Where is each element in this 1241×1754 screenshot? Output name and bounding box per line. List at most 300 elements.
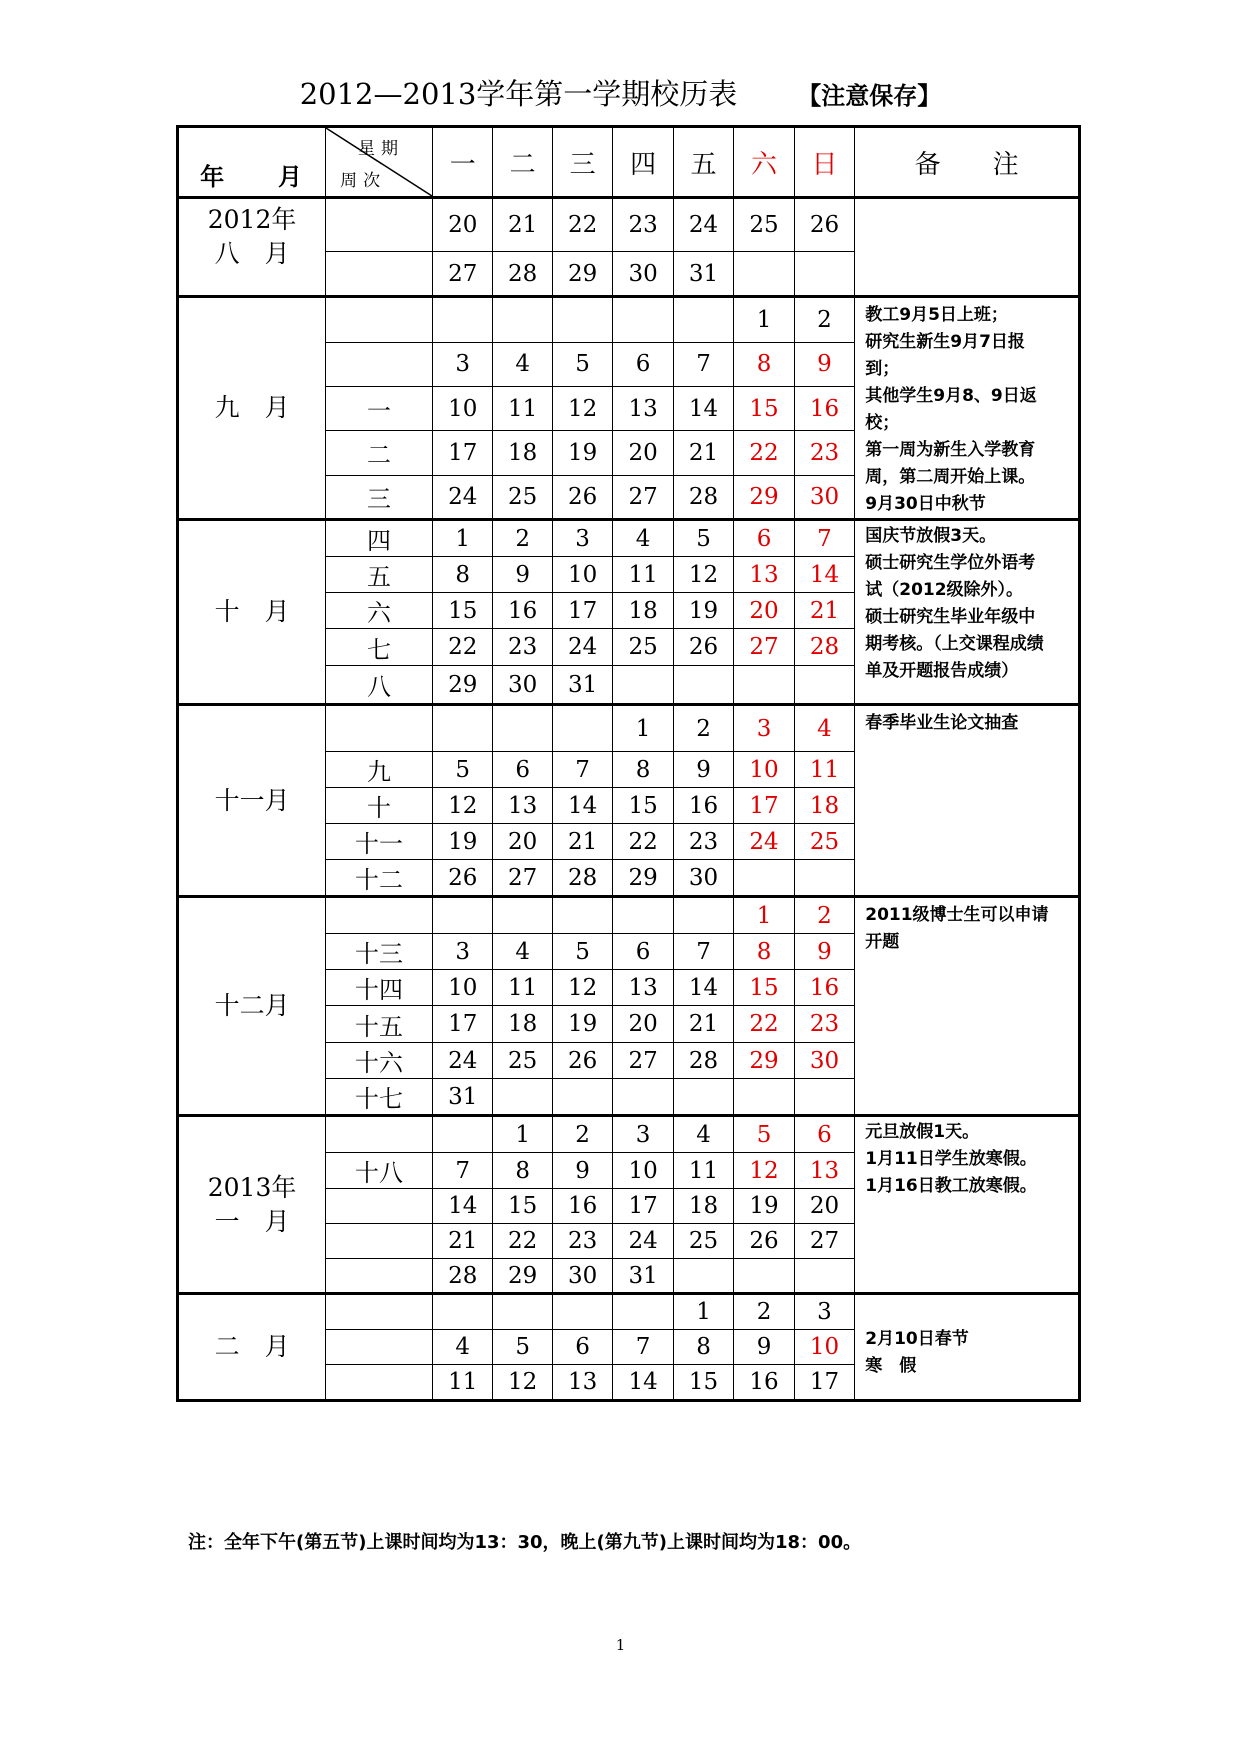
- day-cell: 25: [613, 629, 673, 666]
- week-number: 十八: [326, 1153, 433, 1189]
- day-cell: 11: [493, 386, 552, 430]
- day-cell: 3: [432, 342, 492, 386]
- remark-line: 寒 假: [865, 1356, 917, 1376]
- week-row: [178, 1294, 1080, 1330]
- week-number: 十四: [326, 970, 433, 1006]
- day-cell: 20: [613, 1006, 673, 1043]
- day-cell: 15: [432, 593, 492, 629]
- day-cell: 7: [673, 342, 733, 386]
- day-cell: 25: [493, 475, 552, 519]
- day-cell: 8: [734, 934, 794, 970]
- day-cell: 14: [552, 788, 612, 824]
- week-number: 十六: [326, 1043, 433, 1079]
- remark-line: 硕士研究生学位外语考: [865, 553, 1036, 573]
- day-cell: 10: [613, 1153, 673, 1189]
- day-cell: 31: [673, 252, 733, 297]
- day-cell: 10: [552, 557, 612, 593]
- title-row: [0, 72, 1241, 113]
- day-cell: 3: [734, 705, 794, 752]
- day-cell: [673, 297, 733, 343]
- day-cell: 18: [493, 1006, 552, 1043]
- day-cell: 30: [673, 860, 733, 897]
- day-cell: 17: [794, 1365, 854, 1401]
- day-header-thu: 四: [613, 127, 673, 198]
- day-cell: 14: [673, 386, 733, 430]
- page-number: 1: [615, 1636, 626, 1654]
- week-number: 一: [326, 386, 433, 430]
- remark-line: 其他学生9月8、9日返: [865, 386, 1037, 406]
- day-cell: 2: [552, 1116, 612, 1153]
- week-number: 十七: [326, 1079, 433, 1116]
- day-cell: 9: [673, 752, 733, 788]
- day-cell: [613, 297, 673, 343]
- day-cell: 20: [734, 593, 794, 629]
- month-label: 2013年 一 月: [178, 1116, 326, 1294]
- day-header-sun: 日: [794, 127, 854, 198]
- week-number: 八: [326, 666, 433, 705]
- week-row: [178, 198, 1080, 252]
- remark-cell: [855, 198, 1080, 297]
- day-cell: 15: [734, 970, 794, 1006]
- day-cell: [734, 860, 794, 897]
- remark-line: 元旦放假1天。: [865, 1122, 980, 1142]
- day-cell: 28: [794, 629, 854, 666]
- day-cell: 20: [613, 431, 673, 475]
- day-cell: 14: [613, 1365, 673, 1401]
- day-cell: 21: [673, 431, 733, 475]
- month-label: 2012年 八 月: [178, 198, 326, 297]
- day-cell: 8: [734, 342, 794, 386]
- day-cell: 13: [613, 970, 673, 1006]
- week-number: 七: [326, 629, 433, 666]
- week-number: 四: [326, 520, 433, 557]
- day-cell: 22: [493, 1224, 552, 1259]
- week-number: 十五: [326, 1006, 433, 1043]
- day-cell: [493, 297, 552, 343]
- day-header-fri: 五: [673, 127, 733, 198]
- day-header-tue: 二: [493, 127, 552, 198]
- day-cell: 14: [673, 970, 733, 1006]
- month-label: 十 月: [178, 520, 326, 705]
- day-cell: 18: [794, 788, 854, 824]
- remark-line: 单及开题报告成绩）: [865, 661, 1019, 681]
- week-number: [326, 1189, 433, 1224]
- day-cell: 15: [493, 1189, 552, 1224]
- day-cell: 8: [613, 752, 673, 788]
- remark-line: 期考核。（上交课程成绩: [865, 634, 1044, 654]
- week-row: [178, 1116, 1080, 1153]
- day-cell: 7: [613, 1330, 673, 1365]
- day-cell: 17: [432, 1006, 492, 1043]
- day-cell: 29: [432, 666, 492, 705]
- day-cell: 6: [552, 1330, 612, 1365]
- day-cell: 6: [794, 1116, 854, 1153]
- save-note: 【注意保存】: [797, 82, 942, 110]
- day-cell: [552, 897, 612, 934]
- day-cell: 19: [432, 824, 492, 860]
- remark-line: 第一周为新生入学教育: [865, 440, 1036, 460]
- remark-line: 1月16日教工放寒假。: [865, 1176, 1037, 1196]
- day-cell: [734, 1259, 794, 1294]
- day-cell: [493, 897, 552, 934]
- day-cell: [493, 1294, 552, 1330]
- week-row: [178, 520, 1080, 557]
- day-cell: 11: [432, 1365, 492, 1401]
- day-cell: 10: [432, 386, 492, 430]
- week-number: [326, 1330, 433, 1365]
- day-cell: 22: [734, 431, 794, 475]
- remark-line: 到；: [865, 359, 900, 379]
- day-cell: 10: [432, 970, 492, 1006]
- day-cell: 9: [794, 934, 854, 970]
- day-cell: 18: [673, 1189, 733, 1224]
- calendar-body: [178, 198, 1080, 1401]
- day-header-mon: 一: [432, 127, 492, 198]
- day-cell: 13: [734, 557, 794, 593]
- day-cell: 18: [493, 431, 552, 475]
- day-cell: [493, 705, 552, 752]
- week-number: 十一: [326, 824, 433, 860]
- day-cell: 16: [794, 386, 854, 430]
- day-cell: 22: [613, 824, 673, 860]
- day-cell: 21: [552, 824, 612, 860]
- remark-line: 校；: [865, 413, 900, 433]
- remark-line: 硕士研究生毕业年级中: [865, 607, 1036, 627]
- day-cell: 4: [493, 342, 552, 386]
- day-cell: 1: [613, 705, 673, 752]
- day-cell: 8: [673, 1330, 733, 1365]
- day-cell: 28: [493, 252, 552, 297]
- day-cell: 27: [493, 860, 552, 897]
- day-cell: 2: [794, 897, 854, 934]
- day-cell: 12: [493, 1365, 552, 1401]
- remark-line: 研究生新生9月7日报: [865, 332, 1025, 352]
- day-header-sat: 六: [734, 127, 794, 198]
- week-number: 十三: [326, 934, 433, 970]
- day-cell: 25: [673, 1224, 733, 1259]
- day-cell: 24: [673, 198, 733, 252]
- day-cell: 13: [493, 788, 552, 824]
- day-cell: 17: [552, 593, 612, 629]
- day-cell: [613, 1294, 673, 1330]
- day-cell: 3: [432, 934, 492, 970]
- day-cell: [734, 666, 794, 705]
- day-cell: 9: [552, 1153, 612, 1189]
- day-cell: 14: [432, 1189, 492, 1224]
- day-cell: 1: [734, 897, 794, 934]
- day-cell: 17: [432, 431, 492, 475]
- day-cell: [673, 897, 733, 934]
- day-cell: [673, 1079, 733, 1116]
- day-cell: 26: [552, 475, 612, 519]
- day-cell: [552, 705, 612, 752]
- month-label: 二 月: [178, 1294, 326, 1401]
- day-cell: 3: [552, 520, 612, 557]
- week-row: [178, 705, 1080, 752]
- remark-line: 开题: [865, 932, 900, 952]
- day-cell: [432, 297, 492, 343]
- weekday-week-diagonal-header: [326, 127, 433, 198]
- day-cell: 7: [673, 934, 733, 970]
- day-header-wed: 三: [552, 127, 612, 198]
- day-cell: 27: [734, 629, 794, 666]
- day-cell: 15: [673, 1365, 733, 1401]
- day-cell: 5: [432, 752, 492, 788]
- remark-line: 国庆节放假3天。: [865, 526, 997, 546]
- day-cell: 12: [432, 788, 492, 824]
- day-cell: 25: [794, 824, 854, 860]
- day-cell: 13: [552, 1365, 612, 1401]
- day-cell: 8: [432, 557, 492, 593]
- day-cell: 14: [794, 557, 854, 593]
- remark-line: 周，第二周开始上课。: [865, 467, 1036, 487]
- day-cell: [552, 1294, 612, 1330]
- week-number: 二: [326, 431, 433, 475]
- day-cell: 6: [613, 342, 673, 386]
- remark-line: 春季毕业生论文抽查: [865, 713, 1019, 733]
- day-cell: 31: [552, 666, 612, 705]
- day-cell: 7: [794, 520, 854, 557]
- day-cell: 10: [794, 1330, 854, 1365]
- day-cell: [613, 897, 673, 934]
- week-number-label: 周次: [340, 171, 387, 191]
- day-cell: 27: [613, 1043, 673, 1079]
- day-cell: 6: [613, 934, 673, 970]
- day-cell: 21: [432, 1224, 492, 1259]
- week-number: 九: [326, 752, 433, 788]
- day-cell: 7: [552, 752, 612, 788]
- day-cell: [673, 1259, 733, 1294]
- day-cell: 30: [794, 1043, 854, 1079]
- day-cell: 20: [794, 1189, 854, 1224]
- day-cell: 4: [794, 705, 854, 752]
- day-cell: 16: [734, 1365, 794, 1401]
- week-number: 十: [326, 788, 433, 824]
- day-cell: 23: [552, 1224, 612, 1259]
- day-cell: [613, 666, 673, 705]
- day-cell: 15: [734, 386, 794, 430]
- day-cell: [552, 1079, 612, 1116]
- week-number: [326, 1116, 433, 1153]
- day-cell: 24: [552, 629, 612, 666]
- day-cell: 29: [493, 1259, 552, 1294]
- day-cell: 2: [493, 520, 552, 557]
- day-cell: 13: [613, 386, 673, 430]
- day-cell: 22: [432, 629, 492, 666]
- day-cell: 2: [734, 1294, 794, 1330]
- day-cell: [613, 1079, 673, 1116]
- day-cell: 23: [794, 431, 854, 475]
- remark-cell: [855, 1116, 1080, 1294]
- day-cell: 19: [673, 593, 733, 629]
- day-cell: 1: [493, 1116, 552, 1153]
- day-cell: 26: [432, 860, 492, 897]
- remark-line: 1月11日学生放寒假。: [865, 1149, 1037, 1169]
- month-label: 十二月: [178, 897, 326, 1116]
- week-number: 六: [326, 593, 433, 629]
- day-cell: 12: [552, 386, 612, 430]
- day-cell: [794, 1259, 854, 1294]
- day-cell: 11: [613, 557, 673, 593]
- day-cell: 19: [552, 1006, 612, 1043]
- day-cell: 4: [493, 934, 552, 970]
- day-cell: 11: [493, 970, 552, 1006]
- page-title: 2012—2013学年第一学期校历表: [299, 77, 738, 111]
- week-number: 三: [326, 475, 433, 519]
- day-cell: 24: [432, 1043, 492, 1079]
- day-cell: 6: [734, 520, 794, 557]
- day-cell: 30: [794, 475, 854, 519]
- day-cell: 16: [673, 788, 733, 824]
- day-cell: 27: [613, 475, 673, 519]
- remark-line: 教工9月5日上班；: [865, 305, 1008, 325]
- day-cell: 5: [552, 342, 612, 386]
- day-cell: 12: [552, 970, 612, 1006]
- day-cell: 4: [613, 520, 673, 557]
- remarks-header: 备 注: [855, 127, 1080, 198]
- day-cell: 27: [794, 1224, 854, 1259]
- day-cell: 1: [673, 1294, 733, 1330]
- week-row: [178, 897, 1080, 934]
- week-number: [326, 1224, 433, 1259]
- day-cell: 26: [552, 1043, 612, 1079]
- day-cell: [493, 1079, 552, 1116]
- day-cell: 24: [613, 1224, 673, 1259]
- day-cell: 5: [734, 1116, 794, 1153]
- day-cell: 30: [613, 252, 673, 297]
- week-number: [326, 897, 433, 934]
- week-row: [178, 297, 1080, 343]
- day-cell: 12: [673, 557, 733, 593]
- day-cell: 21: [493, 198, 552, 252]
- day-cell: 9: [794, 342, 854, 386]
- week-number: [326, 1259, 433, 1294]
- day-cell: 26: [794, 198, 854, 252]
- weekday-label: 星期: [357, 139, 404, 159]
- month-label: 九 月: [178, 297, 326, 520]
- day-cell: 27: [432, 252, 492, 297]
- day-cell: 19: [552, 431, 612, 475]
- day-cell: 24: [734, 824, 794, 860]
- month-label: 十一月: [178, 705, 326, 897]
- day-cell: 15: [613, 788, 673, 824]
- day-cell: 18: [613, 593, 673, 629]
- remark-cell: [855, 520, 1080, 705]
- day-cell: 16: [552, 1189, 612, 1224]
- week-number: [326, 1294, 433, 1330]
- day-cell: 2: [794, 297, 854, 343]
- remark-line: [865, 1299, 1072, 1326]
- day-cell: 25: [493, 1043, 552, 1079]
- day-cell: 21: [794, 593, 854, 629]
- remark-cell: [855, 297, 1080, 520]
- day-cell: 5: [493, 1330, 552, 1365]
- day-cell: 12: [734, 1153, 794, 1189]
- week-number: [326, 1365, 433, 1401]
- week-number: 十二: [326, 860, 433, 897]
- day-cell: 16: [493, 593, 552, 629]
- day-cell: 17: [734, 788, 794, 824]
- day-cell: 21: [673, 1006, 733, 1043]
- day-cell: 17: [613, 1189, 673, 1224]
- day-cell: 1: [432, 520, 492, 557]
- day-cell: [432, 1294, 492, 1330]
- day-cell: 28: [673, 475, 733, 519]
- day-cell: 3: [794, 1294, 854, 1330]
- day-cell: [794, 1079, 854, 1116]
- day-cell: 28: [673, 1043, 733, 1079]
- day-cell: 31: [432, 1079, 492, 1116]
- day-cell: 11: [794, 752, 854, 788]
- day-cell: 23: [493, 629, 552, 666]
- week-number: [326, 297, 433, 343]
- day-cell: 29: [734, 1043, 794, 1079]
- day-cell: 26: [673, 629, 733, 666]
- day-cell: [552, 297, 612, 343]
- header-row: [178, 127, 1080, 198]
- day-cell: 28: [552, 860, 612, 897]
- day-cell: [794, 252, 854, 297]
- day-cell: 30: [552, 1259, 612, 1294]
- day-cell: 6: [493, 752, 552, 788]
- day-cell: 23: [794, 1006, 854, 1043]
- day-cell: [794, 860, 854, 897]
- day-cell: 9: [734, 1330, 794, 1365]
- day-cell: [734, 1079, 794, 1116]
- day-cell: 25: [734, 198, 794, 252]
- day-cell: 1: [734, 297, 794, 343]
- remark-line: 试（2012级除外）。: [865, 580, 1024, 600]
- day-cell: 10: [734, 752, 794, 788]
- day-cell: 2: [673, 705, 733, 752]
- day-cell: 11: [673, 1153, 733, 1189]
- day-cell: 19: [734, 1189, 794, 1224]
- day-cell: [432, 897, 492, 934]
- day-cell: 29: [734, 475, 794, 519]
- day-cell: [673, 666, 733, 705]
- footnote: 注：全年下午(第五节)上课时间均为13：30，晚上(第九节)上课时间均为18：00。: [188, 1532, 862, 1553]
- remark-line: 9月30日中秋节: [865, 494, 986, 514]
- day-cell: 22: [734, 1006, 794, 1043]
- day-cell: 8: [493, 1153, 552, 1189]
- day-cell: 22: [552, 198, 612, 252]
- week-number: [326, 252, 433, 297]
- week-number: 五: [326, 557, 433, 593]
- day-cell: 5: [673, 520, 733, 557]
- day-cell: 23: [673, 824, 733, 860]
- day-cell: 26: [734, 1224, 794, 1259]
- day-cell: [432, 1116, 492, 1153]
- day-cell: 5: [552, 934, 612, 970]
- week-number: [326, 198, 433, 252]
- day-cell: 24: [432, 475, 492, 519]
- day-cell: 30: [493, 666, 552, 705]
- week-number: [326, 705, 433, 752]
- remark-line: 2月10日春节: [865, 1329, 969, 1349]
- day-cell: [794, 666, 854, 705]
- day-cell: 31: [613, 1259, 673, 1294]
- remark-cell: [855, 1294, 1080, 1401]
- week-number: [326, 342, 433, 386]
- day-cell: 20: [432, 198, 492, 252]
- day-cell: 28: [432, 1259, 492, 1294]
- day-cell: 29: [613, 860, 673, 897]
- day-cell: [432, 705, 492, 752]
- day-cell: 23: [613, 198, 673, 252]
- calendar-table: [176, 125, 1081, 1402]
- remark-cell: [855, 897, 1080, 1116]
- day-cell: 7: [432, 1153, 492, 1189]
